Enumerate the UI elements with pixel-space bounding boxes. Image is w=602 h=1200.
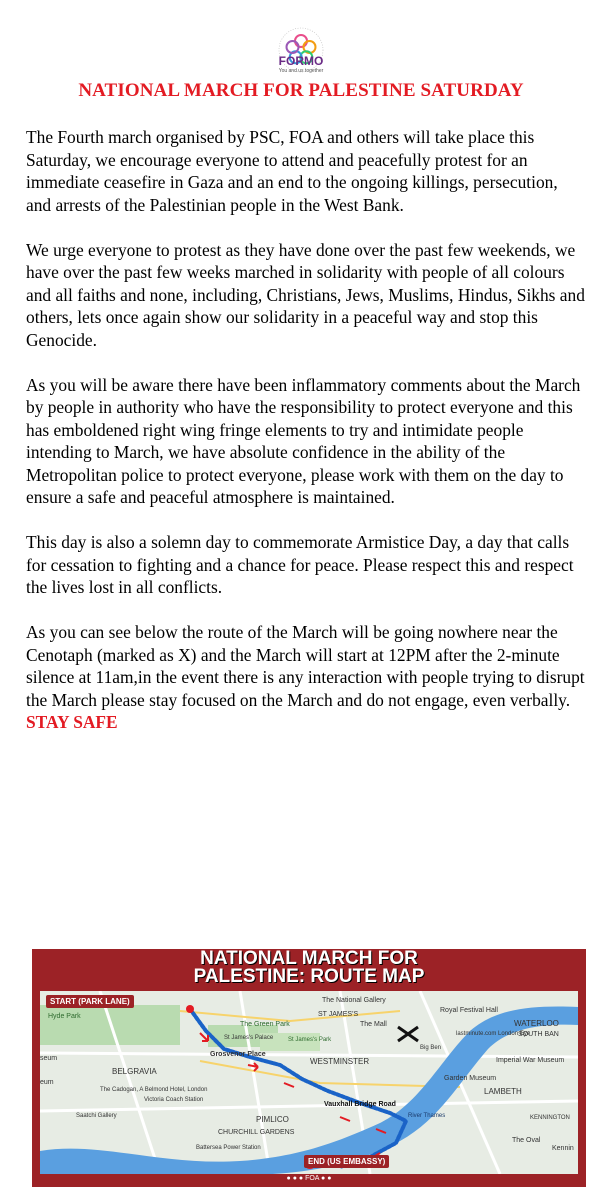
map-label: SOUTH BAN — [518, 1031, 559, 1038]
map-label: BELGRAVIA — [112, 1067, 157, 1076]
map-label: seum — [40, 1055, 58, 1062]
map-label: eum — [40, 1079, 54, 1086]
map-label: The Green Park — [240, 1021, 290, 1028]
start-pin-icon — [186, 1005, 194, 1013]
page-title: NATIONAL MARCH FOR PALESTINE SATURDAY — [78, 80, 524, 101]
paragraph-final-text: As you can see below the route of the March will be going nowhere near the Cenotaph (marked as X) and the March will start at 12PM after the 2-minute silence at 11am,in the event there is any interaction with people trying to disrupt the March please stay focused on the March and do not engage, even verbally. — [26, 622, 585, 710]
map-label: St James's Park — [288, 1037, 332, 1043]
map-label: lastminute.com London Eye — [456, 1031, 531, 1037]
paragraph-final — [26, 621, 586, 734]
end-label: END (US EMBASSY) — [304, 1155, 389, 1168]
map-footer-logos — [32, 1175, 586, 1182]
paragraph: This day is also a solemn day to commemorate Armistice Day, a day that calls for cessation to fighting and a chance for peace. Please respect this and respect the lives lost in all conflicts. — [26, 532, 574, 597]
map-label: The Cadogan, A Belmond Hotel, London — [100, 1087, 208, 1093]
map-label: St James's Palace — [224, 1035, 274, 1041]
map-label: Royal Festival Hall — [440, 1007, 498, 1014]
map-label: Battersea Power Station — [196, 1145, 261, 1151]
logo-tagline: You and us together — [278, 68, 324, 74]
map-label: Victoria Coach Station — [144, 1097, 204, 1103]
map-label: WESTMINSTER — [310, 1057, 370, 1066]
map-label: ST JAMES'S — [318, 1011, 359, 1018]
map-title-line1: NATIONAL MARCH FOR — [200, 948, 418, 969]
article-body — [26, 126, 586, 756]
map-label: The Mall — [360, 1021, 387, 1028]
route-map — [32, 949, 586, 1187]
map-title-line2: PALESTINE: ROUTE MAP — [193, 966, 425, 987]
paragraph: The Fourth march organised by PSC, FOA and others will take place this Saturday, we encourage everyone to attend and peacefully protest for an immediate ceasefire in Gaza and an end to the ongoing killings, persecution, and arrests of the Palestinian people in the West Bank. — [26, 127, 558, 215]
map-image — [40, 991, 578, 1174]
map-label: LAMBETH — [484, 1087, 522, 1096]
map-label: The Oval — [512, 1137, 541, 1144]
map-label: WATERLOO — [514, 1019, 559, 1028]
map-label: Hyde Park — [48, 1013, 81, 1020]
map-label: River Thames — [408, 1113, 446, 1119]
partner-logo-icon: ● ● — [319, 1175, 332, 1182]
map-label: Imperial War Museum — [496, 1057, 565, 1064]
map-label: Vauxhall Bridge Road — [324, 1101, 396, 1108]
logo-name: FORMO — [278, 54, 324, 68]
paragraph: We urge everyone to protest as they have done over the past few weekends, we have over the past few weeks marched in solidarity with people of all colours and all faiths and none, including, Christians, Jews, Muslims, Hindus, Sikhs and others, lets once again show our solidarity in a peaceful way and stop this Genocide. — [26, 239, 585, 350]
map-label: Garden Museum — [444, 1075, 497, 1082]
map-label: PIMLICO — [256, 1115, 289, 1124]
map-label: Big Ben — [420, 1045, 442, 1051]
partner-logo-icon: ● ● ● — [286, 1175, 306, 1182]
stay-safe-text: STAY SAFE — [26, 712, 118, 732]
map-label: Saatchi Gallery — [76, 1113, 117, 1119]
map-label: KENNINGTON — [530, 1115, 570, 1121]
paragraph: As you will be aware there have been inflammatory comments about the March by people in authority who have the responsibility to protect everyone and this has emboldened right wing fringe elements to try and intimidate people intending to March, we have absolute confidence in the ability of the Metropolitan police to protect everyone, please work with them on the day to ensure a safe and peaceful atmosphere is maintained. — [26, 374, 581, 507]
map-graphic — [40, 991, 578, 1174]
foa-logo: FOA — [305, 1175, 320, 1182]
map-label: Grosvenor Place — [210, 1051, 266, 1058]
map-label: The National Gallery — [322, 997, 386, 1004]
start-label: START (PARK LANE) — [46, 995, 134, 1008]
map-label: CHURCHILL GARDENS — [218, 1129, 295, 1136]
map-label: Kennin — [552, 1145, 574, 1152]
